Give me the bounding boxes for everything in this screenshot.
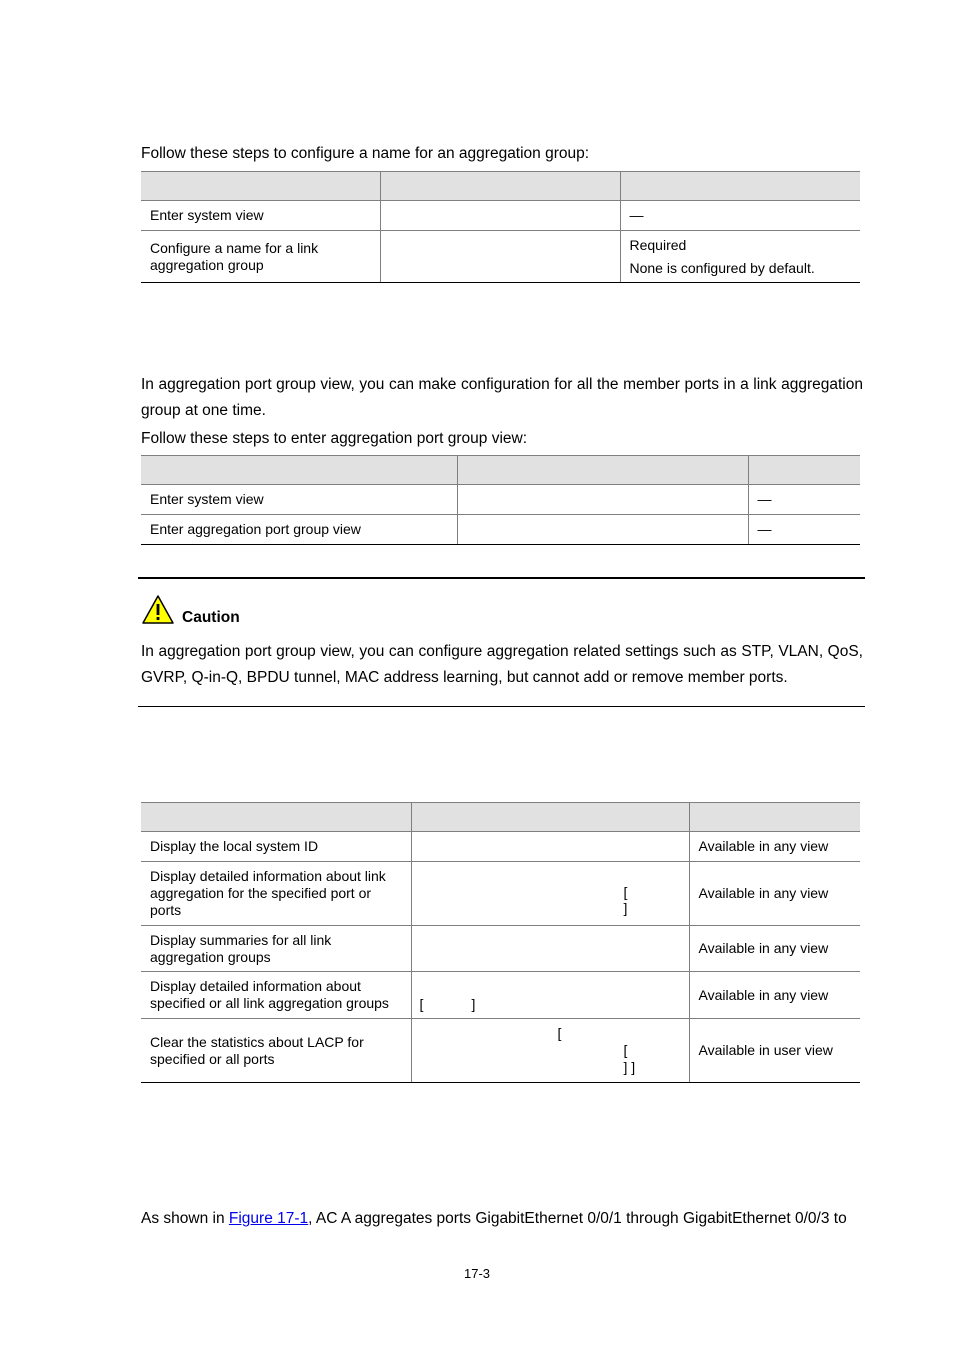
caution-top-rule bbox=[138, 577, 865, 579]
remarks-cell: Available in any view bbox=[689, 926, 860, 972]
table-row bbox=[141, 972, 860, 1019]
operation-cell: Enter aggregation port group view bbox=[141, 515, 457, 545]
syntax-bracket: [ bbox=[557, 1025, 562, 1041]
operation-cell: Configure a name for a link aggregation group bbox=[141, 231, 380, 283]
command-cell bbox=[411, 832, 689, 862]
caution-title: Caution bbox=[182, 609, 240, 626]
syntax-bracket: [ bbox=[419, 996, 424, 1012]
remarks-cell: Available in any view bbox=[689, 972, 860, 1019]
table-header-row bbox=[141, 803, 860, 832]
section4-prefix: As shown in bbox=[141, 1210, 229, 1227]
remarks-cell: Available in user view bbox=[689, 1019, 860, 1083]
table-row bbox=[141, 231, 860, 283]
command-cell bbox=[380, 231, 620, 283]
command-cell bbox=[411, 926, 689, 972]
caution-bottom-rule bbox=[138, 706, 865, 707]
remarks-cell: — bbox=[748, 485, 860, 515]
section1-intro: Follow these steps to configure a name for an aggregation group: bbox=[141, 145, 590, 162]
syntax-bracket: ] bbox=[623, 900, 628, 916]
operation-cell: Display summaries for all link aggregation groups bbox=[141, 926, 411, 972]
remarks-cell: Available in any view bbox=[689, 832, 860, 862]
command-cell bbox=[411, 972, 689, 1019]
section4-paragraph bbox=[141, 1206, 865, 1232]
syntax-bracket: ] ] bbox=[623, 1059, 636, 1075]
remarks-cell: Available in any view bbox=[689, 862, 860, 926]
table-row bbox=[141, 832, 860, 862]
operation-cell: Display detailed information about specified or all link aggregation groups bbox=[141, 972, 411, 1019]
remarks-line: Required bbox=[629, 236, 687, 253]
operation-cell: Enter system view bbox=[141, 201, 380, 231]
syntax-bracket: [ bbox=[623, 884, 628, 900]
operation-cell: Enter system view bbox=[141, 485, 457, 515]
operation-cell: Display detailed information about link aggregation for the specified port or ports bbox=[141, 862, 411, 926]
table-row bbox=[141, 485, 860, 515]
remarks-line: None is configured by default. bbox=[629, 259, 815, 276]
display-commands-table bbox=[141, 802, 860, 1083]
syntax-bracket: ] bbox=[471, 996, 476, 1012]
command-cell bbox=[411, 862, 689, 926]
table-header-row bbox=[141, 456, 860, 485]
operation-cell: Clear the statistics about LACP for specified or all ports bbox=[141, 1019, 411, 1083]
remarks-cell: — bbox=[748, 515, 860, 545]
page-number: 17-3 bbox=[463, 1266, 491, 1281]
remarks-cell bbox=[620, 231, 860, 283]
warning-triangle-icon bbox=[141, 594, 175, 626]
command-cell bbox=[380, 201, 620, 231]
table-row bbox=[141, 515, 860, 545]
table-row bbox=[141, 1019, 860, 1083]
remarks-cell: — bbox=[620, 201, 860, 231]
config-name-table bbox=[141, 171, 860, 283]
table-row bbox=[141, 862, 860, 926]
section2-intro: Follow these steps to enter aggregation port group view: bbox=[141, 430, 528, 447]
syntax-bracket: [ bbox=[623, 1042, 628, 1058]
command-cell bbox=[457, 515, 748, 545]
caution-text: In aggregation port group view, you can configure aggregation related settings such as STP, VLAN, QoS, GVRP, Q-in-Q, BPDU tunnel, MAC address learning, but cannot add or remove member ports. bbox=[141, 643, 863, 686]
port-group-view-table bbox=[141, 455, 860, 545]
figure-link[interactable]: Figure 17-1 bbox=[228, 1210, 309, 1227]
section4-suffix: , AC A aggregates ports GigabitEthernet 0/0/1 through GigabitEthernet 0/0/3 to bbox=[308, 1210, 847, 1227]
operation-cell: Display the local system ID bbox=[141, 832, 411, 862]
table-row bbox=[141, 926, 860, 972]
section2-paragraph: In aggregation port group view, you can make configuration for all the member ports in a link aggregation group at one time. bbox=[141, 376, 863, 419]
command-cell bbox=[411, 1019, 689, 1083]
command-cell bbox=[457, 485, 748, 515]
table-header-row bbox=[141, 172, 860, 201]
table-row bbox=[141, 201, 860, 231]
